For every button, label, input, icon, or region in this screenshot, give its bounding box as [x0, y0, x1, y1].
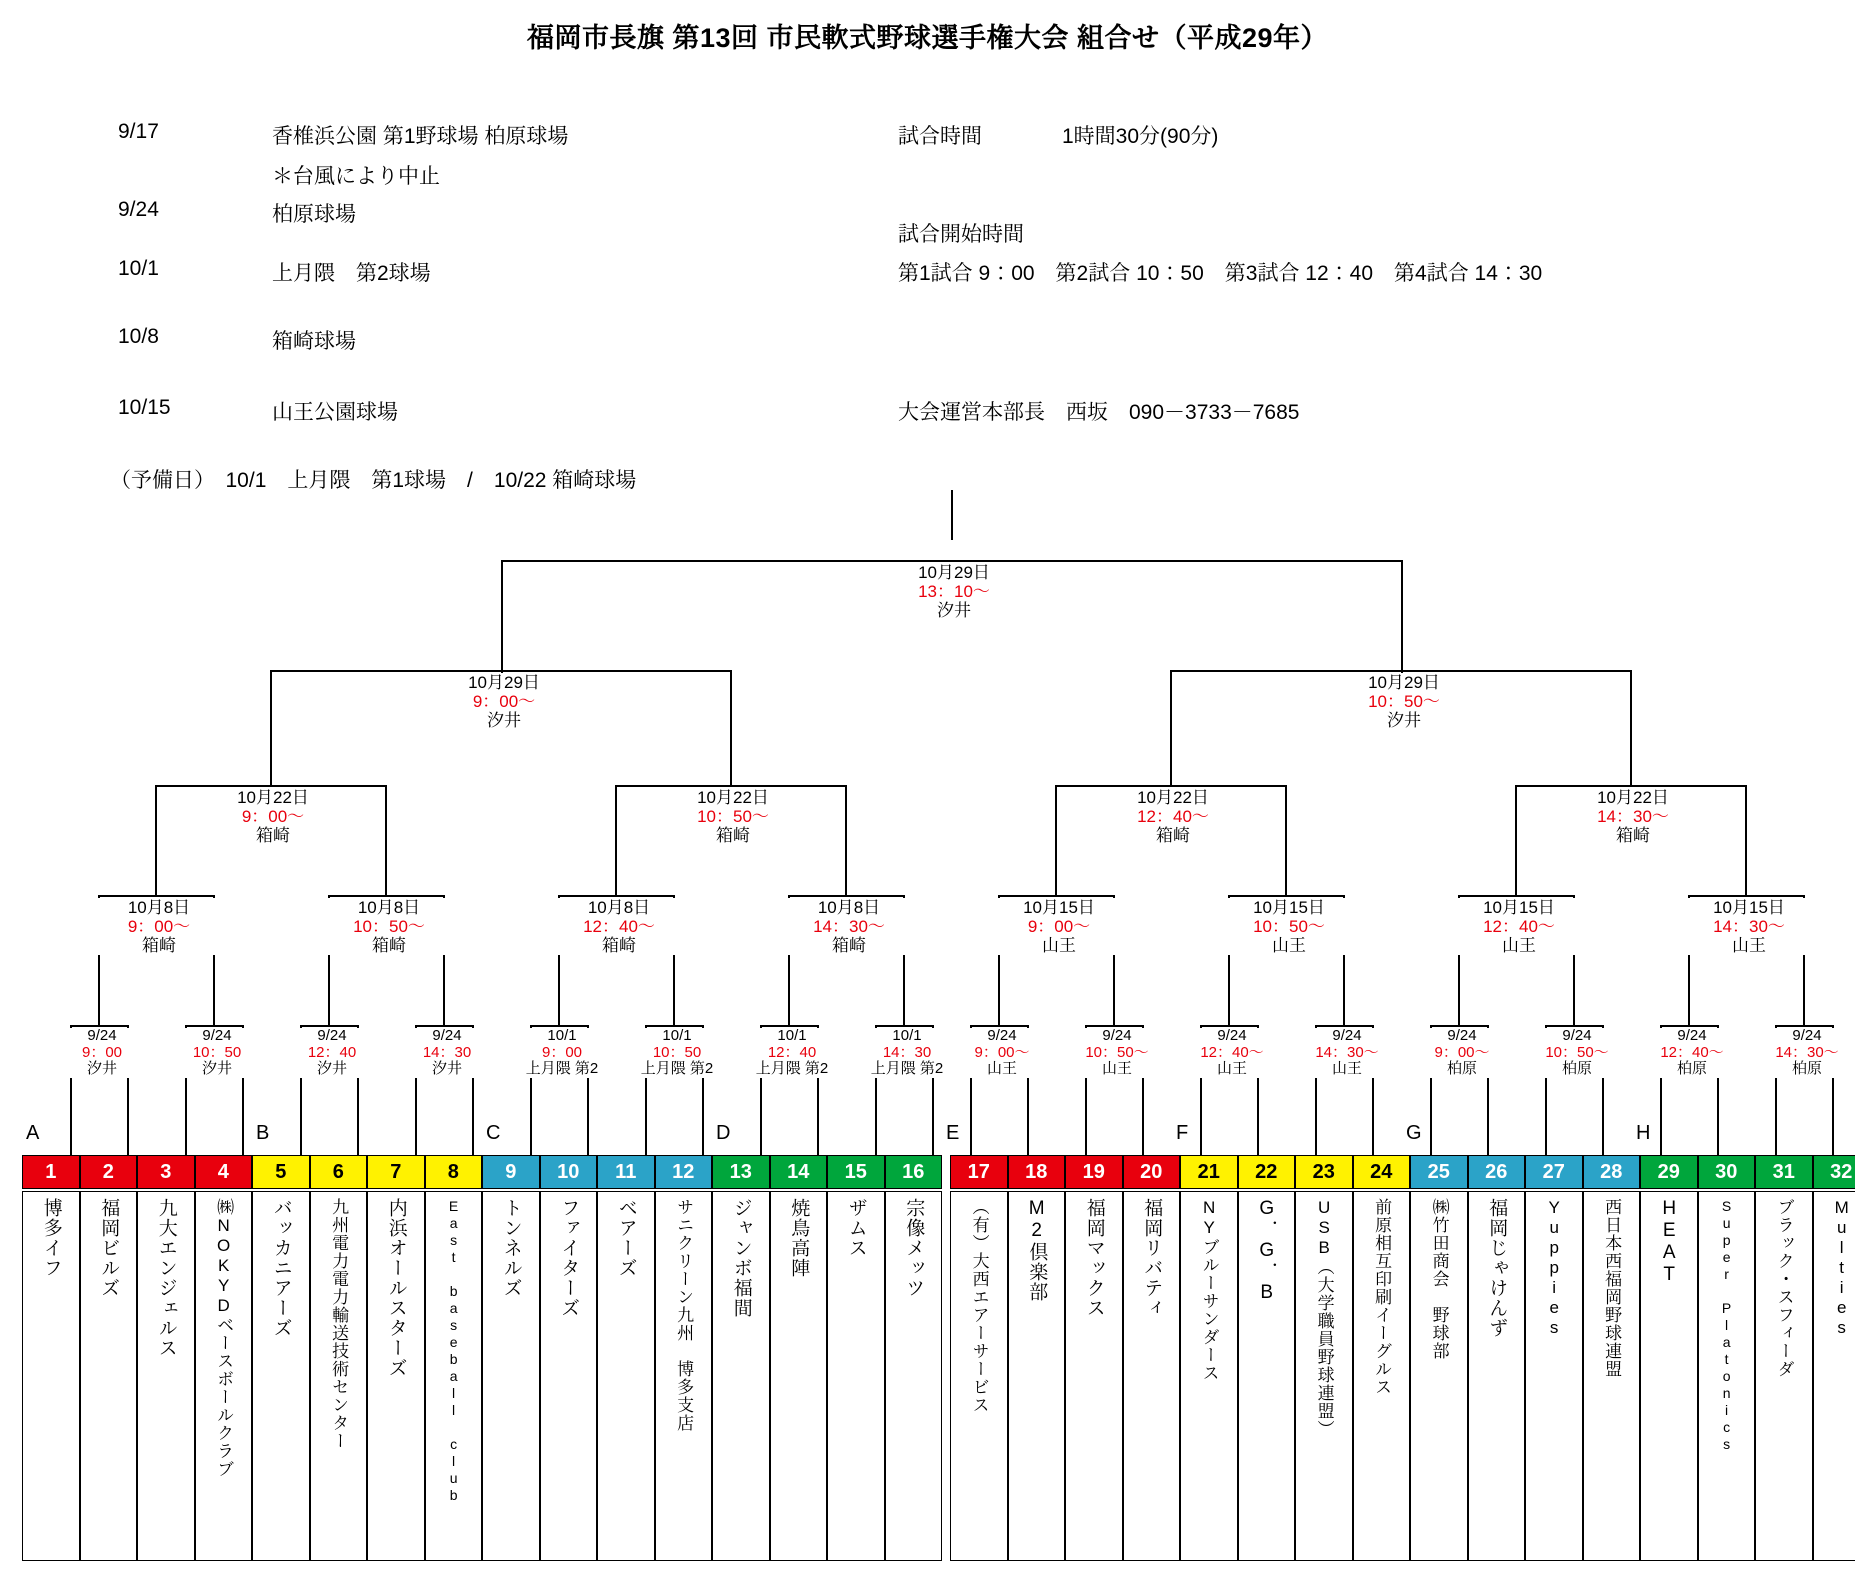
match-round32-6: 10/1 10：50 上月隈 第2 — [631, 1028, 723, 1078]
team-number-6: 6 — [310, 1155, 368, 1189]
schedule-date-2: 9/24 — [118, 198, 159, 221]
team-name-13: ジャンボ福間 — [730, 1198, 752, 1318]
start-times: 第1試合 9：00 第2試合 10：50 第3試合 12：40 第4試合 14：30 — [898, 262, 1543, 285]
team-name-cell-14 — [770, 1191, 828, 1561]
team-name-25: ㈱竹田商会 野球部 — [1429, 1198, 1449, 1360]
team-name-7: 内浜オールスターズ — [385, 1198, 407, 1378]
team-name-30: Super Platonics — [1718, 1198, 1735, 1453]
team-name-5: バッカニアーズ — [270, 1198, 292, 1338]
team-number-4: 4 — [195, 1155, 253, 1189]
bracket-line — [1285, 785, 1287, 895]
match-round16-2: 10月8日 10：50〜 箱崎 — [320, 898, 458, 955]
team-name-cell-26 — [1468, 1191, 1526, 1561]
team-name-cell-13 — [712, 1191, 770, 1561]
team-name-cell-11 — [597, 1191, 655, 1561]
match-round32-12: 9/24 14：30〜 山王 — [1301, 1028, 1393, 1078]
team-name-10: ファイターズ — [558, 1198, 580, 1318]
match-round32-14: 9/24 10：50〜 柏原 — [1531, 1028, 1623, 1078]
team-name-cell-1 — [22, 1191, 80, 1561]
group-label-e: E — [946, 1122, 960, 1144]
schedule-venue-3: 上月隈 第2球場 — [272, 262, 431, 285]
team-number-3: 3 — [137, 1155, 195, 1189]
team-name-cell-31 — [1755, 1191, 1813, 1561]
team-name-cell-4 — [195, 1191, 253, 1561]
match-round16-3: 10月8日 12：40〜 箱崎 — [550, 898, 688, 955]
match-final: 10月29日 13：10〜 汐井 — [881, 563, 1027, 620]
schedule-date-4: 10/8 — [118, 325, 159, 348]
schedule-date-5: 10/15 — [118, 396, 171, 419]
bracket-line — [1228, 895, 1343, 897]
team-name-3: 九大エンジェルス — [155, 1198, 177, 1358]
team-name-cell-19 — [1065, 1191, 1123, 1561]
bracket-line — [615, 785, 617, 895]
start-time-label: 試合開始時間 — [898, 223, 1024, 246]
team-number-12: 12 — [655, 1155, 713, 1189]
match-round16-7: 10月15日 12：40〜 山王 — [1450, 898, 1588, 955]
team-name-29: HEAT — [1658, 1198, 1680, 1286]
bracket-line — [998, 895, 1113, 897]
reserve-days: （予備日） 10/1 上月隈 第1球場 / 10/22 箱崎球場 — [110, 469, 637, 492]
team-name-28: 西日本西福岡野球連盟 — [1602, 1198, 1622, 1378]
match-round32-8: 10/1 14：30 上月隈 第2 — [861, 1028, 953, 1078]
team-name-cell-32 — [1813, 1191, 1855, 1561]
bracket-line — [270, 670, 730, 672]
team-name-18: M2倶楽部 — [1026, 1198, 1048, 1302]
group-label-b: B — [256, 1122, 270, 1144]
team-name-cell-10 — [540, 1191, 598, 1561]
match-round16-5: 10月15日 9：00〜 山王 — [990, 898, 1128, 955]
bracket-line — [501, 560, 1401, 562]
team-name-cell-20 — [1123, 1191, 1181, 1561]
bracket-line — [951, 490, 953, 540]
bracket-line — [1055, 785, 1285, 787]
match-round16-6: 10月15日 10：50〜 山王 — [1220, 898, 1358, 955]
team-name-16: 宗像メッツ — [903, 1198, 925, 1298]
match-semifinal-2: 10月29日 10：50〜 汐井 — [1331, 673, 1477, 730]
team-name-32: Multies — [1832, 1198, 1852, 1338]
group-label-f: F — [1176, 1122, 1189, 1144]
team-number-19: 19 — [1065, 1155, 1123, 1189]
team-name-24: 前原相互印刷イーグルス — [1372, 1198, 1392, 1396]
team-number-1: 1 — [22, 1155, 80, 1189]
schedule-date-3: 10/1 — [118, 257, 159, 280]
team-number-22: 22 — [1238, 1155, 1296, 1189]
team-name-cell-23 — [1295, 1191, 1353, 1561]
bracket-line — [155, 785, 385, 787]
match-round32-2: 9/24 10：50 汐井 — [171, 1028, 263, 1078]
team-number-28: 28 — [1583, 1155, 1641, 1189]
team-name-9: トンネルズ — [500, 1198, 522, 1298]
team-name-8: East baseball club — [445, 1198, 462, 1504]
tournament-director: 大会運営本部長 西坂 090－3733－7685 — [898, 401, 1300, 424]
team-number-25: 25 — [1410, 1155, 1468, 1189]
match-round32-5: 10/1 9：00 上月隈 第2 — [516, 1028, 608, 1078]
schedule-venue-0: 香椎浜公園 第1野球場 柏原球場 — [272, 125, 569, 148]
team-name-17: （有）大西エアーサービス — [969, 1198, 989, 1414]
team-name-2: 福岡ビルズ — [98, 1198, 120, 1298]
match-round32-16: 9/24 14：30〜 柏原 — [1761, 1028, 1853, 1078]
team-number-26: 26 — [1468, 1155, 1526, 1189]
match-round16-1: 10月8日 9：00〜 箱崎 — [90, 898, 228, 955]
bracket-line — [98, 895, 213, 897]
match-quarterfinal-2: 10月22日 10：50〜 箱崎 — [660, 788, 806, 845]
team-name-11: ベアーズ — [615, 1198, 637, 1278]
team-number-8: 8 — [425, 1155, 483, 1189]
team-name-12: サニクリーン九州 博多支店 — [674, 1198, 694, 1432]
bracket-line — [1515, 785, 1517, 895]
team-name-26: 福岡じゃけんず — [1486, 1198, 1508, 1338]
team-name-cell-17 — [950, 1191, 1008, 1561]
team-name-15: ザムス — [845, 1198, 867, 1258]
group-label-g: G — [1406, 1122, 1422, 1144]
group-label-c: C — [486, 1122, 501, 1144]
team-name-cell-6 — [310, 1191, 368, 1561]
bracket-line — [730, 670, 732, 785]
team-number-7: 7 — [367, 1155, 425, 1189]
page-title: 福岡市長旗 第13回 市民軟式野球選手権大会 組合せ（平成29年） — [526, 23, 1329, 53]
bracket-line — [1401, 560, 1403, 680]
team-number-10: 10 — [540, 1155, 598, 1189]
team-name-27: Yuppies — [1544, 1198, 1564, 1338]
team-name-cell-3 — [137, 1191, 195, 1561]
schedule-venue-2: 柏原球場 — [272, 203, 356, 226]
team-number-32: 32 — [1813, 1155, 1855, 1189]
team-number-2: 2 — [80, 1155, 138, 1189]
team-number-14: 14 — [770, 1155, 828, 1189]
team-number-13: 13 — [712, 1155, 770, 1189]
match-round32-1: 9/24 9：00 汐井 — [56, 1028, 148, 1078]
bracket-line — [501, 560, 503, 680]
game-time-value: 1時間30分(90分) — [1062, 125, 1219, 148]
team-name-cell-30 — [1698, 1191, 1756, 1561]
team-number-16: 16 — [885, 1155, 943, 1189]
bracket-line — [558, 895, 673, 897]
team-number-18: 18 — [1008, 1155, 1066, 1189]
team-name-cell-2 — [80, 1191, 138, 1561]
bracket-line — [270, 670, 272, 785]
team-name-23: USB（大学職員野球連盟） — [1314, 1198, 1334, 1438]
team-number-9: 9 — [482, 1155, 540, 1189]
team-name-20: 福岡リバティ — [1141, 1198, 1163, 1318]
bracket-line — [1515, 785, 1745, 787]
match-round32-10: 9/24 10：50〜 山王 — [1071, 1028, 1163, 1078]
team-name-cell-7 — [367, 1191, 425, 1561]
team-name-cell-8 — [425, 1191, 483, 1561]
match-quarterfinal-4: 10月22日 14：30〜 箱崎 — [1560, 788, 1706, 845]
bracket-line — [1170, 670, 1630, 672]
bracket-line — [385, 785, 387, 895]
team-number-30: 30 — [1698, 1155, 1756, 1189]
schedule-venue-4: 箱崎球場 — [272, 330, 356, 353]
match-round32-9: 9/24 9：00〜 山王 — [956, 1028, 1048, 1078]
match-quarterfinal-3: 10月22日 12：40〜 箱崎 — [1100, 788, 1246, 845]
team-name-cell-5 — [252, 1191, 310, 1561]
team-number-27: 27 — [1525, 1155, 1583, 1189]
team-name-cell-16 — [885, 1191, 943, 1561]
bracket-line — [615, 785, 845, 787]
team-name-21: NYブルーサンダース — [1199, 1198, 1219, 1382]
team-name-4: ㈱NOKYDベースボールクラブ — [214, 1198, 234, 1478]
team-name-cell-12 — [655, 1191, 713, 1561]
team-number-15: 15 — [827, 1155, 885, 1189]
match-quarterfinal-1: 10月22日 9：00〜 箱崎 — [200, 788, 346, 845]
team-name-cell-25 — [1410, 1191, 1468, 1561]
team-number-20: 20 — [1123, 1155, 1181, 1189]
group-label-h: H — [1636, 1122, 1651, 1144]
bracket-line — [1688, 895, 1803, 897]
game-time-label: 試合時間 — [898, 125, 982, 148]
match-round32-3: 9/24 12：40 汐井 — [286, 1028, 378, 1078]
team-name-cell-28 — [1583, 1191, 1641, 1561]
team-number-31: 31 — [1755, 1155, 1813, 1189]
match-round32-11: 9/24 12：40〜 山王 — [1186, 1028, 1278, 1078]
team-name-cell-22 — [1238, 1191, 1296, 1561]
bracket-line — [1745, 785, 1747, 895]
match-round16-8: 10月15日 14：30〜 山王 — [1680, 898, 1818, 955]
team-name-cell-15 — [827, 1191, 885, 1561]
match-round32-7: 10/1 12：40 上月隈 第2 — [746, 1028, 838, 1078]
group-label-a: A — [26, 1122, 40, 1144]
bracket-line — [328, 895, 443, 897]
team-name-31: ブラック・スフィーダ — [1774, 1198, 1794, 1378]
team-name-cell-27 — [1525, 1191, 1583, 1561]
team-name-14: 焼鳥高陣 — [788, 1198, 810, 1278]
team-name-cell-21 — [1180, 1191, 1238, 1561]
bracket-line — [1170, 670, 1172, 785]
schedule-venue-5: 山王公園球場 — [272, 401, 398, 424]
team-number-11: 11 — [597, 1155, 655, 1189]
bracket-line — [1055, 785, 1057, 895]
team-number-23: 23 — [1295, 1155, 1353, 1189]
bracket-line — [788, 895, 903, 897]
bracket-line — [155, 785, 157, 895]
team-name-cell-18 — [1008, 1191, 1066, 1561]
team-number-17: 17 — [950, 1155, 1008, 1189]
match-round16-4: 10月8日 14：30〜 箱崎 — [780, 898, 918, 955]
group-label-d: D — [716, 1122, 731, 1144]
team-name-cell-29 — [1640, 1191, 1698, 1561]
bracket-line — [1458, 895, 1573, 897]
match-round32-15: 9/24 12：40〜 柏原 — [1646, 1028, 1738, 1078]
match-round32-4: 9/24 14：30 汐井 — [401, 1028, 493, 1078]
match-round32-13: 9/24 9：00〜 柏原 — [1416, 1028, 1508, 1078]
team-number-24: 24 — [1353, 1155, 1411, 1189]
team-number-21: 21 — [1180, 1155, 1238, 1189]
match-semifinal-1: 10月29日 9：00〜 汐井 — [431, 673, 577, 730]
schedule-date-0: 9/17 — [118, 120, 159, 143]
team-name-19: 福岡マックス — [1083, 1198, 1105, 1318]
bracket-line — [1630, 670, 1632, 785]
bracket-line — [845, 785, 847, 895]
team-name-22: G．G．B — [1256, 1198, 1278, 1304]
team-number-29: 29 — [1640, 1155, 1698, 1189]
team-name-cell-9 — [482, 1191, 540, 1561]
team-name-6: 九州電力電力輸送技術センター — [329, 1198, 349, 1450]
team-number-5: 5 — [252, 1155, 310, 1189]
schedule-venue-1: ＊台風により中止 — [272, 165, 440, 188]
team-name-cell-24 — [1353, 1191, 1411, 1561]
team-name-1: 博多イフ — [40, 1198, 62, 1278]
